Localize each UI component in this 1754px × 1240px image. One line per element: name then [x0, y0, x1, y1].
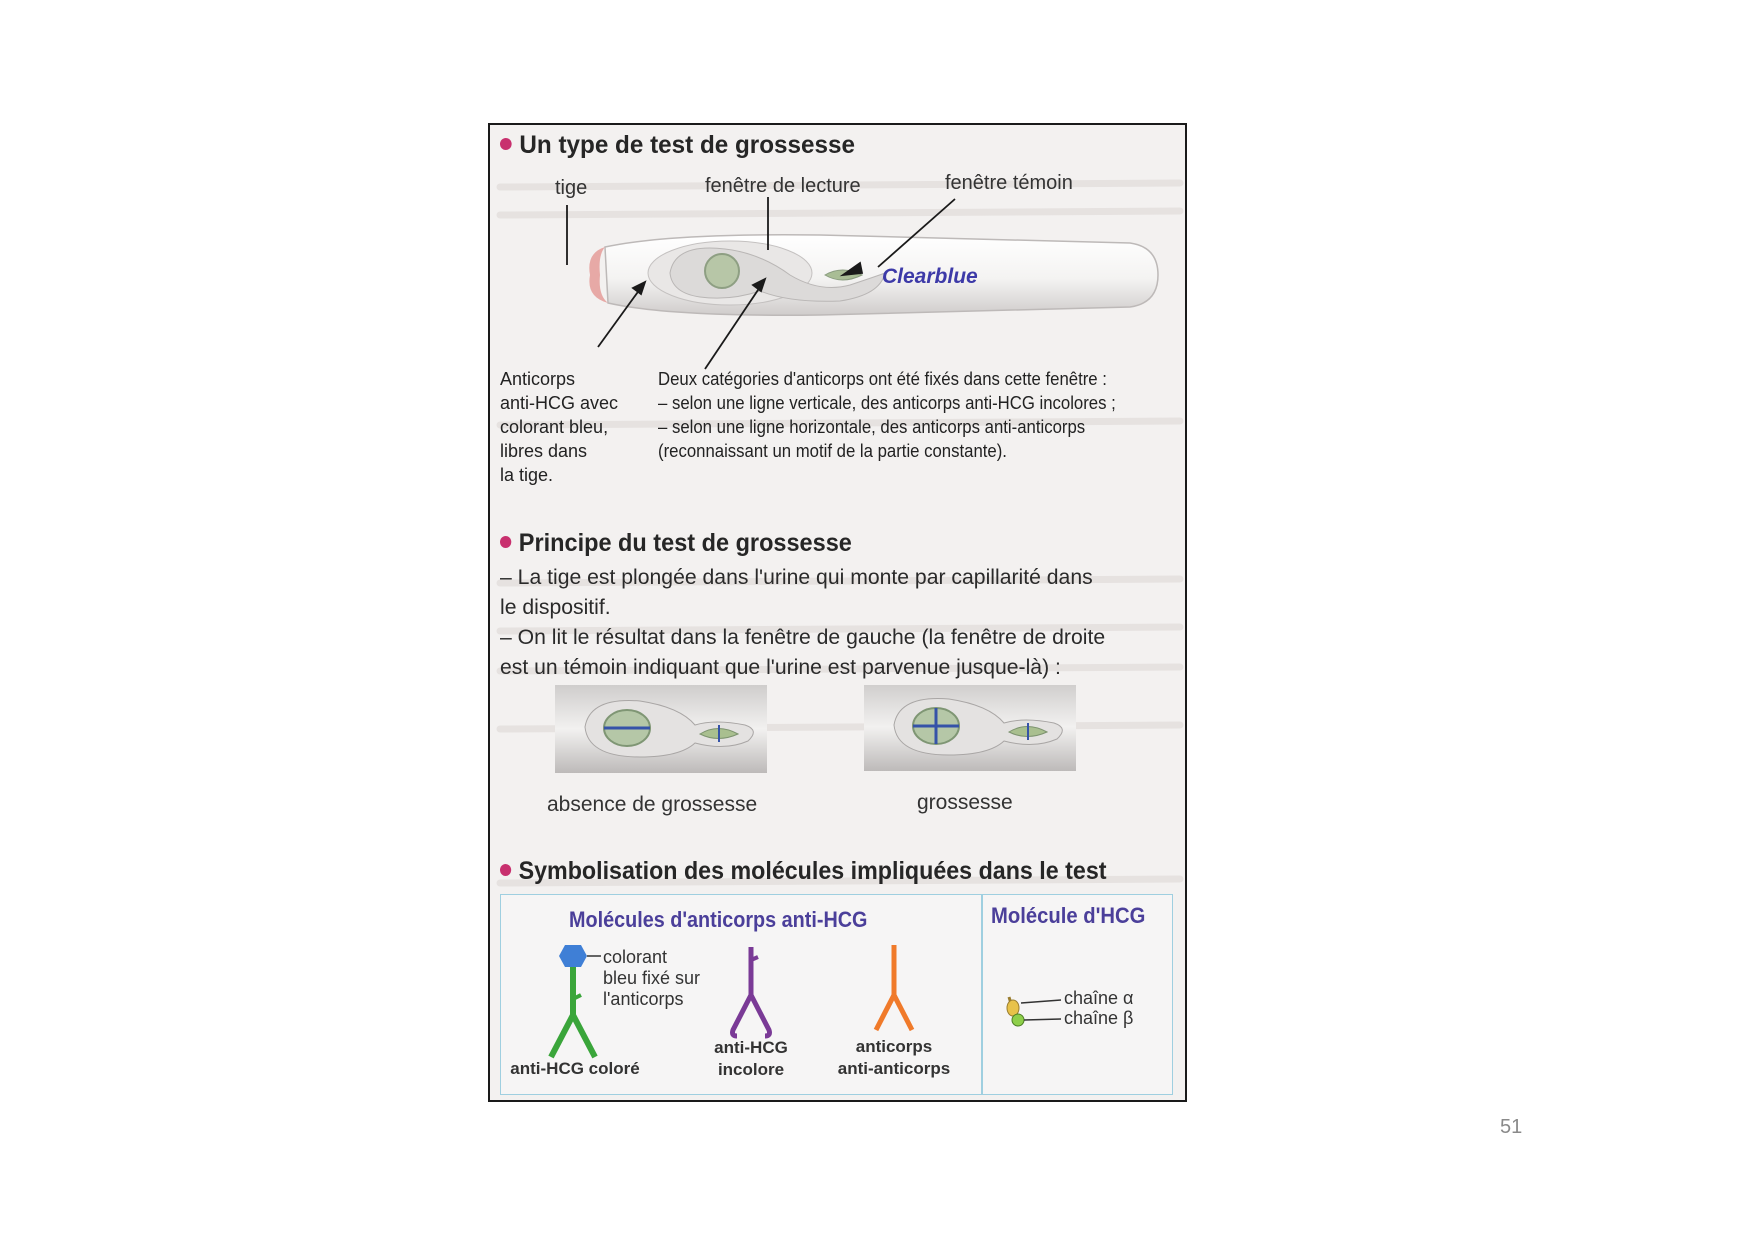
test-stick [589, 235, 1158, 316]
label-control-window: fenêtre témoin [945, 172, 1073, 194]
label-no-pregnancy: absence de grossesse [547, 793, 758, 816]
hcg-heading: Molécule d'HCG [991, 903, 1146, 928]
label-chain-alpha: chaîne α [1064, 988, 1134, 1008]
colorless-antibody-icon [733, 947, 770, 1036]
colored-antibody-icon [551, 945, 601, 1057]
label-colored-antibody: anti-HCG coloré [510, 1059, 640, 1078]
bullet-icon [500, 864, 511, 876]
caption-antibodies-free: Anticorps anti-HCG avec colorant bleu, libres dans la tige. [500, 369, 619, 485]
label-colorless-antibody: anti-HCG incolore [714, 1038, 788, 1079]
molecules-table [500, 894, 1173, 1095]
section-title-molecules: Symbolisation des molécules impliquées dans le test [500, 857, 1107, 886]
result-negative-window [555, 685, 767, 773]
result-windows [490, 685, 1187, 795]
antibodies-heading: Molécules d'anticorps anti-HCG [569, 907, 868, 932]
section-title-principle: Principe du test de grossesse [500, 529, 852, 558]
anti-antibody-icon [876, 945, 912, 1030]
section-title-test-type: Un type de test de grossesse [500, 131, 855, 160]
result-positive-window [864, 685, 1076, 771]
label-chain-beta: chaîne β [1064, 1008, 1134, 1028]
label-anti-antibody: anticorps anti-anticorps [837, 1037, 951, 1078]
label-pregnancy: grossesse [917, 791, 1013, 814]
caption-window-antibodies: Deux catégories d'anticorps ont été fixés dans cette fenêtre : – selon une ligne verticale, des anticorps anti-HCG incolores ; – selon une ligne horizontale, des anticorps anti-anticorps (reconnaissant un motif de la partie constante). [658, 369, 1116, 461]
clearblue-logo [882, 265, 978, 288]
textbook-scan [488, 123, 1187, 1102]
page-number: 51 [1500, 1116, 1523, 1138]
hcg-molecule-icon [1007, 997, 1061, 1026]
bullet-icon [500, 536, 511, 548]
dye-note: colorant bleu fixé sur l'anticorps [603, 947, 701, 1009]
label-tige: tige [555, 177, 588, 199]
svg-text:Clearblue: Clearblue [882, 265, 978, 288]
principle-text: – La tige est plongée dans l'urine qui monte par capillarité dans le dispositif. – On lit le résultat dans la fenêtre de gauche (la fenêtre de droite est un témoin indiquant que l'urine est parvenue jusque-là) : [500, 565, 1106, 679]
label-reading-window: fenêtre de lecture [705, 175, 861, 197]
